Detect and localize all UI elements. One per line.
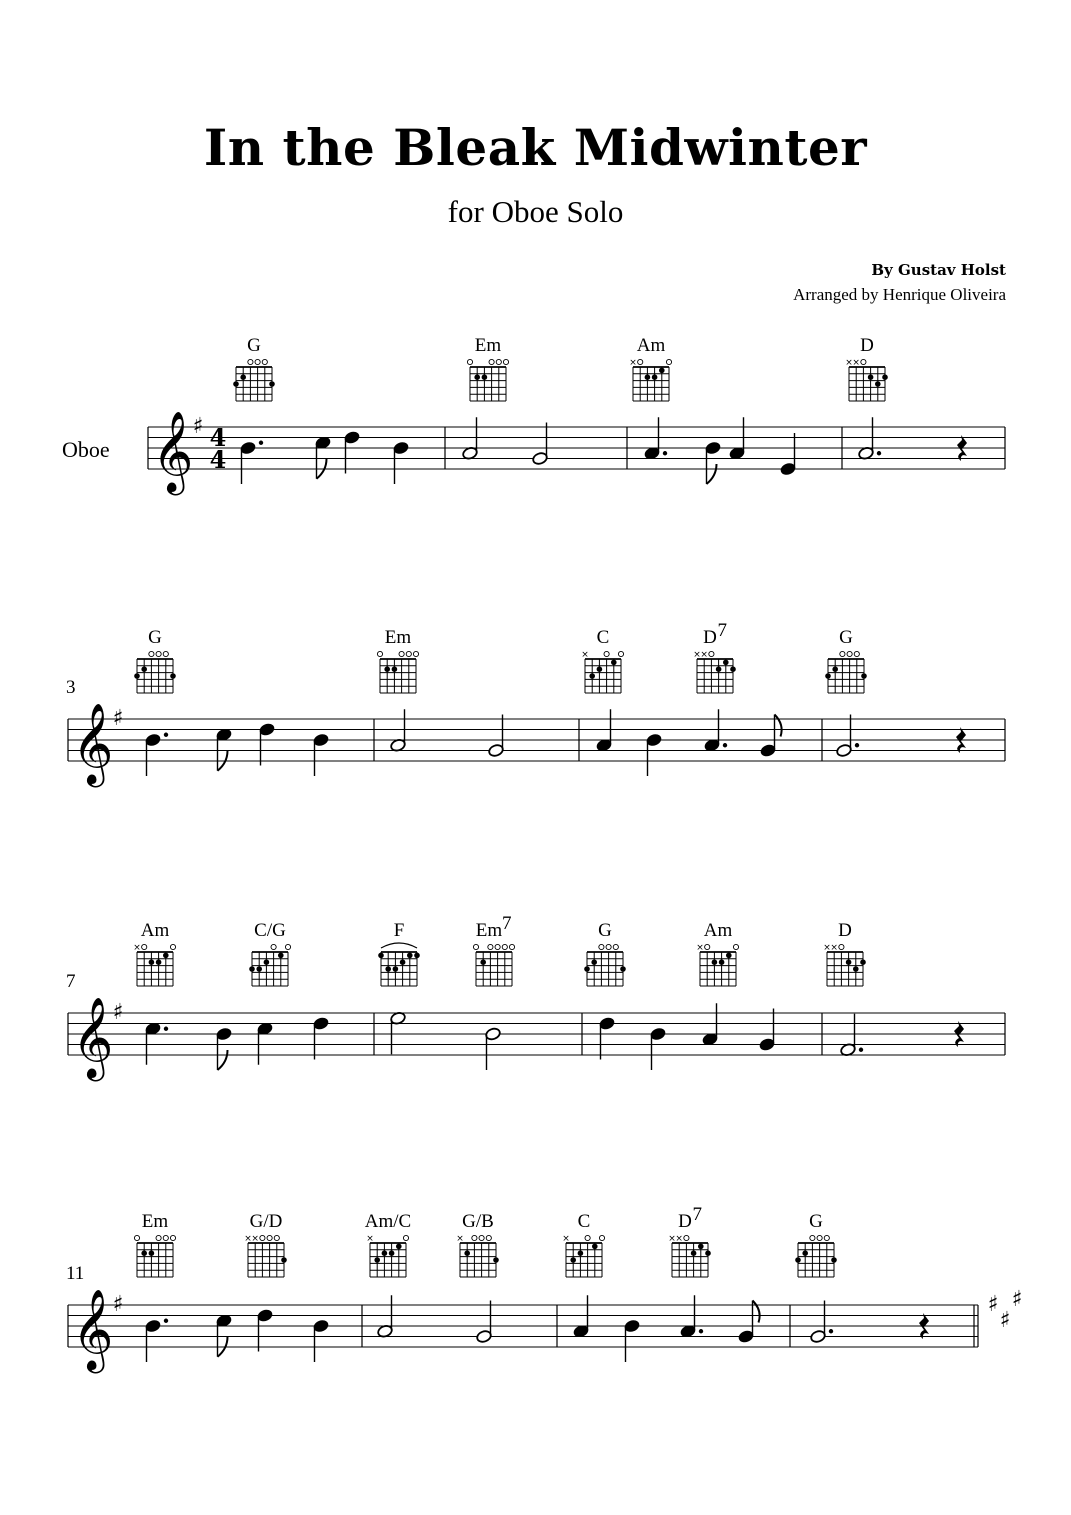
open-string-mark xyxy=(170,944,175,949)
open-string-mark xyxy=(585,1235,590,1240)
open-string-mark xyxy=(271,944,276,949)
finger-dot xyxy=(860,959,866,965)
note xyxy=(315,436,332,479)
chord-name: Em xyxy=(141,1211,169,1232)
open-string-mark xyxy=(488,944,493,949)
note xyxy=(729,417,746,460)
finger-dot xyxy=(400,959,406,965)
note xyxy=(257,1022,274,1065)
open-string-mark xyxy=(847,651,852,656)
staff-system xyxy=(66,913,1005,1081)
finger-dot xyxy=(278,953,284,959)
note-flag xyxy=(707,464,717,484)
chord-diagram xyxy=(668,1204,711,1277)
finger-dot xyxy=(141,666,147,672)
open-string-mark xyxy=(486,1235,491,1240)
chord-diagram xyxy=(584,920,626,986)
note xyxy=(760,715,782,758)
finger-dot xyxy=(163,953,169,959)
finger-dot xyxy=(414,953,420,959)
muted-string-mark: × xyxy=(581,650,589,660)
open-string-mark xyxy=(709,651,714,656)
finger-dot xyxy=(269,381,275,387)
open-string-mark xyxy=(142,944,147,949)
open-string-mark xyxy=(604,651,609,656)
open-string-mark xyxy=(666,359,671,364)
finger-dot xyxy=(170,673,176,679)
chord-diagram xyxy=(562,1211,604,1277)
chord-name: D xyxy=(838,920,852,941)
sharp-accidental: ♯ xyxy=(112,1292,124,1317)
muted-string-mark: × xyxy=(852,358,860,368)
chord-name: G/D xyxy=(249,1211,283,1232)
sharp-accidental: ♯ xyxy=(1011,1286,1023,1312)
note xyxy=(344,430,361,473)
chord-diagram xyxy=(134,627,176,693)
note xyxy=(257,1308,274,1351)
chord-name: G xyxy=(839,627,853,648)
open-string-mark xyxy=(406,651,411,656)
composer-credit: By Gustav Holst xyxy=(871,261,1006,279)
note xyxy=(705,441,722,484)
open-string-mark xyxy=(156,1235,161,1240)
sharp-accidental: ♯ xyxy=(987,1292,999,1317)
finger-dot xyxy=(705,1250,711,1256)
chord-name: D xyxy=(678,1211,692,1232)
open-string-mark xyxy=(824,1235,829,1240)
note xyxy=(485,1027,502,1070)
chord-name: Am xyxy=(703,920,733,941)
note xyxy=(313,733,330,776)
note xyxy=(599,1016,616,1059)
muted-string-mark: × xyxy=(629,358,637,368)
finger-dot xyxy=(233,381,239,387)
note xyxy=(810,1301,833,1344)
open-string-mark xyxy=(260,1235,265,1240)
note xyxy=(644,417,667,460)
sharp-accidental: ♯ xyxy=(999,1307,1011,1333)
finger-dot xyxy=(719,959,725,965)
muted-string-mark: × xyxy=(693,650,701,660)
chord-name: G xyxy=(809,1211,823,1232)
page-subtitle: for Oboe Solo xyxy=(447,194,624,229)
chord-diagram xyxy=(473,913,514,986)
chord-diagram xyxy=(693,620,736,693)
open-string-mark xyxy=(134,1235,139,1240)
open-string-mark xyxy=(854,651,859,656)
open-string-mark xyxy=(861,359,866,364)
finger-dot xyxy=(795,1257,801,1263)
chord-name: C xyxy=(596,627,610,648)
chord-diagram xyxy=(845,335,888,401)
chord-name: Em xyxy=(474,335,502,356)
finger-dot xyxy=(652,374,658,380)
finger-dot xyxy=(592,1244,598,1250)
open-string-mark xyxy=(248,359,253,364)
chord-name: D xyxy=(703,627,717,648)
note xyxy=(596,709,613,752)
open-string-mark xyxy=(267,1235,272,1240)
note xyxy=(216,1027,233,1070)
chord-diagram xyxy=(825,627,867,693)
finger-dot xyxy=(480,959,486,965)
open-string-mark xyxy=(810,1235,815,1240)
chord-diagram xyxy=(581,627,623,693)
treble-clef xyxy=(72,702,113,787)
open-string-mark xyxy=(403,1235,408,1240)
staff-system xyxy=(66,620,1005,787)
finger-dot xyxy=(141,1250,147,1256)
open-string-mark xyxy=(503,359,508,364)
muted-string-mark: × xyxy=(244,1234,252,1244)
finger-dot xyxy=(281,1257,287,1263)
finger-dot xyxy=(620,966,626,972)
finger-dot xyxy=(861,673,867,679)
augmentation-dot xyxy=(859,1048,863,1052)
chord-name: F xyxy=(393,920,405,941)
treble-clef-glyph: 𝄞 xyxy=(72,702,114,784)
note xyxy=(259,722,276,765)
finger-dot xyxy=(493,1257,499,1263)
chord-diagram xyxy=(365,1211,411,1277)
open-string-mark xyxy=(489,359,494,364)
open-string-mark xyxy=(473,944,478,949)
finger-dot xyxy=(249,966,255,972)
note xyxy=(646,733,663,776)
open-string-mark xyxy=(638,359,643,364)
chord-diagram xyxy=(244,1211,287,1277)
open-string-mark xyxy=(285,944,290,949)
finger-dot xyxy=(882,374,888,380)
augmentation-dot xyxy=(164,733,168,737)
augmentation-dot xyxy=(259,441,263,445)
open-string-mark xyxy=(163,1235,168,1240)
open-string-mark xyxy=(274,1235,279,1240)
finger-dot xyxy=(659,368,665,374)
chord-diagram xyxy=(133,920,175,986)
open-string-mark xyxy=(467,359,472,364)
sharp-accidental: ♯ xyxy=(112,1000,124,1025)
finger-dot xyxy=(825,673,831,679)
augmentation-dot xyxy=(663,451,667,455)
treble-clef xyxy=(152,410,193,495)
augmentation-dot xyxy=(877,451,881,455)
measure-number: 11 xyxy=(66,1263,85,1284)
augmentation-dot xyxy=(723,743,727,747)
note xyxy=(145,1022,168,1065)
note xyxy=(377,1295,394,1338)
open-string-mark xyxy=(840,651,845,656)
treble-clef-glyph: 𝄞 xyxy=(72,1288,114,1370)
augmentation-dot xyxy=(855,743,859,747)
chord-name: G xyxy=(598,920,612,941)
open-string-mark xyxy=(839,944,844,949)
note xyxy=(840,1014,863,1057)
finger-dot xyxy=(723,660,729,666)
open-string-mark xyxy=(413,651,418,656)
chord-name: Am xyxy=(636,335,666,356)
muted-string-mark: × xyxy=(133,943,141,953)
finger-dot xyxy=(384,666,390,672)
chord-diagram xyxy=(467,335,508,401)
open-string-mark xyxy=(817,1235,822,1240)
chord-diagram xyxy=(456,1211,499,1277)
chord-name: Em xyxy=(384,627,412,648)
note xyxy=(488,715,505,758)
chord-name: G/B xyxy=(462,1211,494,1232)
note xyxy=(702,1003,719,1046)
finger-dot xyxy=(645,374,651,380)
measure-number: 7 xyxy=(66,971,76,992)
finger-dot xyxy=(570,1257,576,1263)
finger-dot xyxy=(698,1244,704,1250)
finger-dot xyxy=(589,673,595,679)
finger-dot xyxy=(802,1250,808,1256)
chord-name: Em xyxy=(475,920,503,941)
open-string-mark xyxy=(399,651,404,656)
treble-clef-glyph: 𝄞 xyxy=(72,996,114,1078)
chord-diagram xyxy=(249,920,290,986)
note xyxy=(216,1314,233,1357)
finger-dot xyxy=(256,966,262,972)
chord-name: C/G xyxy=(254,920,286,941)
finger-dot xyxy=(474,374,480,380)
note xyxy=(390,709,407,752)
muted-string-mark: × xyxy=(700,650,708,660)
open-string-mark xyxy=(606,944,611,949)
finger-dot xyxy=(611,660,617,666)
chord-diagram xyxy=(823,920,866,986)
time-signature-top: 4 xyxy=(209,423,227,452)
note xyxy=(390,1011,407,1054)
finger-dot xyxy=(591,959,597,965)
open-string-mark xyxy=(684,1235,689,1240)
open-string-mark xyxy=(163,651,168,656)
open-string-mark xyxy=(149,651,154,656)
chord-diagram xyxy=(134,1211,175,1277)
finger-dot xyxy=(846,959,852,965)
chord-name: Am xyxy=(140,920,170,941)
open-string-mark xyxy=(156,651,161,656)
sharp-accidental: ♯ xyxy=(192,414,204,439)
finger-dot xyxy=(832,666,838,672)
note xyxy=(216,728,233,771)
muted-string-mark: × xyxy=(668,1234,676,1244)
muted-string-mark: × xyxy=(251,1234,259,1244)
chord-diagram xyxy=(629,335,671,401)
note xyxy=(393,441,410,484)
note xyxy=(573,1295,590,1338)
note xyxy=(624,1319,641,1362)
open-string-mark xyxy=(599,1235,604,1240)
note xyxy=(145,1319,168,1362)
finger-dot xyxy=(156,959,162,965)
open-string-mark xyxy=(479,1235,484,1240)
open-string-mark xyxy=(705,944,710,949)
open-string-mark xyxy=(618,651,623,656)
staff-system xyxy=(66,1204,1022,1373)
finger-dot xyxy=(730,666,736,672)
open-string-mark xyxy=(496,359,501,364)
treble-clef-glyph: 𝄞 xyxy=(152,410,194,492)
treble-clef xyxy=(72,996,113,1081)
chord-diagram xyxy=(377,627,418,693)
finger-dot xyxy=(393,966,399,972)
augmentation-dot xyxy=(829,1329,833,1333)
muted-string-mark: × xyxy=(675,1234,683,1244)
finger-dot xyxy=(831,1257,837,1263)
arranger-credit: Arranged by Henrique Oliveira xyxy=(793,285,1006,304)
note-flag xyxy=(753,1301,760,1323)
muted-string-mark: × xyxy=(823,943,831,953)
finger-dot xyxy=(712,959,718,965)
chord-name: Am/C xyxy=(364,1211,412,1232)
open-string-mark xyxy=(262,359,267,364)
note-flag xyxy=(775,715,782,737)
finger-dot xyxy=(875,381,881,387)
chord-superscript: 7 xyxy=(692,1204,702,1225)
augmentation-dot xyxy=(699,1329,703,1333)
chord-diagram xyxy=(378,920,420,986)
open-string-mark xyxy=(509,944,514,949)
finger-dot xyxy=(149,1250,155,1256)
note xyxy=(836,715,859,758)
chord-name: C xyxy=(577,1211,591,1232)
finger-dot xyxy=(584,966,590,972)
finger-dot xyxy=(396,1244,402,1250)
finger-dot xyxy=(240,374,246,380)
muted-string-mark: × xyxy=(845,358,853,368)
finger-dot xyxy=(691,1250,697,1256)
finger-dot xyxy=(134,673,140,679)
muted-string-mark: × xyxy=(366,1234,374,1244)
finger-dot xyxy=(385,966,391,972)
note xyxy=(313,1016,330,1059)
sharp-accidental: ♯ xyxy=(112,706,124,731)
chord-superscript: 7 xyxy=(717,620,727,641)
finger-dot xyxy=(853,966,859,972)
open-string-mark xyxy=(495,944,500,949)
instrument-name: Oboe xyxy=(62,437,110,462)
staff-system xyxy=(62,335,1005,495)
note xyxy=(532,423,549,466)
finger-dot xyxy=(482,374,488,380)
treble-clef xyxy=(72,1288,113,1373)
open-string-mark xyxy=(170,1235,175,1240)
muted-string-mark: × xyxy=(696,943,704,953)
open-string-mark xyxy=(599,944,604,949)
note xyxy=(858,417,881,460)
chord-name: G xyxy=(247,335,261,356)
note xyxy=(680,1295,703,1338)
note xyxy=(759,1009,776,1052)
finger-dot xyxy=(392,666,398,672)
open-string-mark xyxy=(733,944,738,949)
muted-string-mark: × xyxy=(562,1234,570,1244)
finger-dot xyxy=(597,666,603,672)
note xyxy=(462,417,479,460)
finger-dot xyxy=(389,1250,395,1256)
note xyxy=(240,441,263,484)
chord-diagram xyxy=(795,1211,837,1277)
measure-number: 3 xyxy=(66,677,76,698)
muted-string-mark: × xyxy=(456,1234,464,1244)
note xyxy=(704,709,727,752)
finger-dot xyxy=(264,959,270,965)
note xyxy=(476,1301,493,1344)
note xyxy=(738,1301,760,1344)
finger-dot xyxy=(726,953,732,959)
finger-dot xyxy=(382,1250,388,1256)
finger-dot xyxy=(378,953,384,959)
chord-name: D xyxy=(860,335,874,356)
time-signature-bottom: 4 xyxy=(209,445,227,474)
page-title: In the Bleak Midwinter xyxy=(203,118,868,177)
chord-name: G xyxy=(148,627,162,648)
open-string-mark xyxy=(377,651,382,656)
chord-superscript: 7 xyxy=(502,913,512,934)
finger-dot xyxy=(374,1257,380,1263)
note xyxy=(650,1027,667,1070)
note-flag xyxy=(218,1050,228,1070)
muted-string-mark: × xyxy=(830,943,838,953)
augmentation-dot xyxy=(164,1319,168,1323)
note xyxy=(780,433,797,476)
finger-dot xyxy=(868,374,874,380)
finger-dot xyxy=(716,666,722,672)
finger-dot xyxy=(464,1250,470,1256)
open-string-mark xyxy=(613,944,618,949)
open-string-mark xyxy=(255,359,260,364)
augmentation-dot xyxy=(164,1027,168,1031)
chord-diagram xyxy=(696,920,738,986)
finger-dot xyxy=(407,953,413,959)
note xyxy=(145,733,168,776)
open-string-mark xyxy=(502,944,507,949)
note xyxy=(313,1319,330,1362)
finger-dot xyxy=(149,959,155,965)
barre-arc xyxy=(381,943,417,948)
chord-diagram xyxy=(233,335,275,401)
finger-dot xyxy=(578,1250,584,1256)
open-string-mark xyxy=(472,1235,477,1240)
